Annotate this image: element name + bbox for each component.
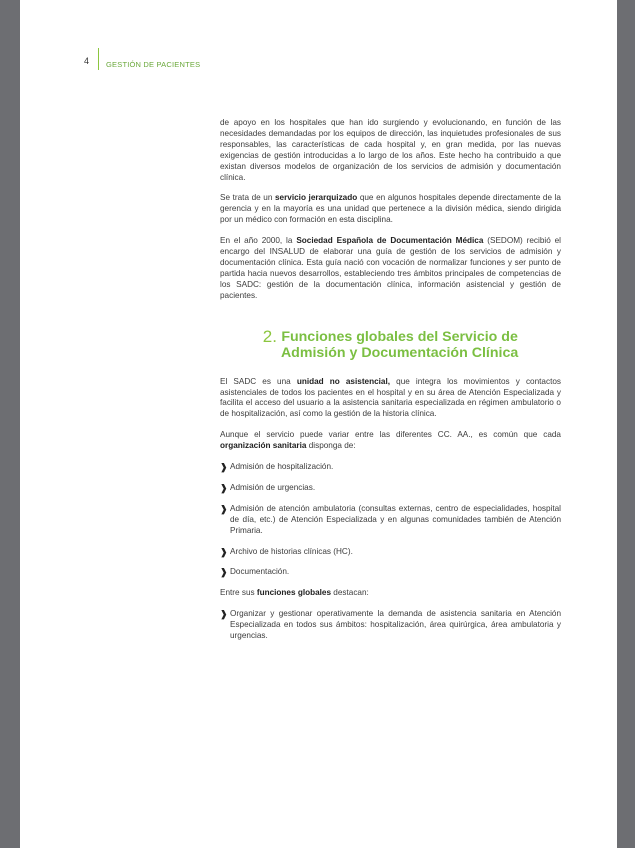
list-item [220,547,561,558]
body-paragraph [220,193,561,226]
list-item [220,609,561,642]
list-item-text: Archivo de historias clínicas (HC). [230,546,353,556]
body-paragraph [220,430,561,452]
body-paragraph [220,588,561,599]
list-item-text: Admisión de urgencias. [230,482,316,492]
bullet-icon: ❱ [220,482,228,493]
section-title-line-1: Funciones globales del Servicio de [281,328,518,345]
header-rule [98,48,99,70]
bold-term: Sociedad Española de Documentación Médica [296,236,484,246]
running-head: GESTIÓN DE PACIENTES [106,60,201,69]
bullet-icon: ❱ [220,503,228,514]
list-item [220,504,561,537]
list-item [220,483,561,494]
organization-list [220,462,561,578]
bold-term: unidad no asistencial, [296,376,391,386]
page-number: 4 [84,56,90,66]
text-run: destacan: [331,588,369,598]
body-paragraph [220,236,561,301]
section-number: 2. [262,326,277,346]
section-heading [220,326,561,361]
text-run: Se trata de un [220,193,275,203]
bullet-icon: ❱ [220,609,228,620]
bold-term: organización sanitaria [220,441,307,451]
closing-paragraph [220,588,561,599]
text-run: que integra los movimientos y contactos asistenciales de todos los pacientes en el hospital y en su área de Atención Especializada y facilita el acceso del usuario a la asistencia sanitaria especializada en régimen ambulatorio o de hospitalización, así como la gestión de la historia clínica. [220,376,561,419]
section-title [281,329,518,361]
list-item-text: Admisión de atención ambulatoria (consultas externas, centro de especialidades, hospital de día, etc.) de Atención Especializada y en algunas comunidades también de Atención Primaria. [230,503,561,535]
text-run: disponga de: [306,441,356,451]
text-run: En el año 2000, la [220,236,297,246]
body-paragraph [220,118,561,183]
bullet-icon: ❱ [220,567,228,578]
list-item [220,462,561,473]
bold-term: servicio jerarquizado [275,193,358,203]
document-page [20,0,617,848]
list-item [220,567,561,578]
text-run: El SADC es una [220,376,297,386]
list-item-text: Organizar y gestionar operativamente la demanda de asistencia sanitaria en Atención Especializada en todos sus ámbitos: hospitalización, área quirúrgica, área ambulatoria y urgencias. [230,609,561,641]
intro-paragraphs [220,118,561,302]
text-run: Entre sus [220,588,257,598]
page-content [220,118,561,652]
bullet-icon: ❱ [220,462,228,473]
functions-list [220,609,561,642]
text-run: Aunque el servicio puede variar entre las diferentes CC. AA., es común que cada [220,430,561,440]
body-paragraph [220,377,561,421]
section-title-line-2: Admisión y Documentación Clínica [280,344,519,361]
list-item-text: Admisión de hospitalización. [230,462,334,472]
list-item-text: Documentación. [230,567,290,577]
text-run: (SEDOM) recibió el encargo del INSALUD de elaborar una guía de gestión de los servicios de admisión y documentación clínica. Esta guía nació con vocación de normalizar funciones y ser punto de partida hacia nuevos desarrollos, estableciendo tres ámbitos principales de competencias de los SADC: gestión de la documentación clínica, información asistencial y gestión de pacientes. [220,236,562,300]
text-run: que en algunos hospitales depende directamente de la gerencia y en la mayoría es una unidad que pertenece a la división médica, siendo dirigida por un médico con formación en esta disciplina. [220,193,561,225]
bullet-icon: ❱ [220,546,228,557]
section-paragraphs [220,377,561,452]
bold-term: funciones globales [256,588,332,598]
text-run: de apoyo en los hospitales que han ido surgiendo y evolucionando, en función de las necesidades demandadas por los equipos de dirección, las inquietudes profesionales de sus responsables, las características de cada hospital y, en gran medida, por las nuevas exigencias de gestión introducidas a lo largo de los años. Este hecho ha contribuido a que existan diversos modelos de organización de los servicios de admisión y documentación clínica. [220,118,561,182]
